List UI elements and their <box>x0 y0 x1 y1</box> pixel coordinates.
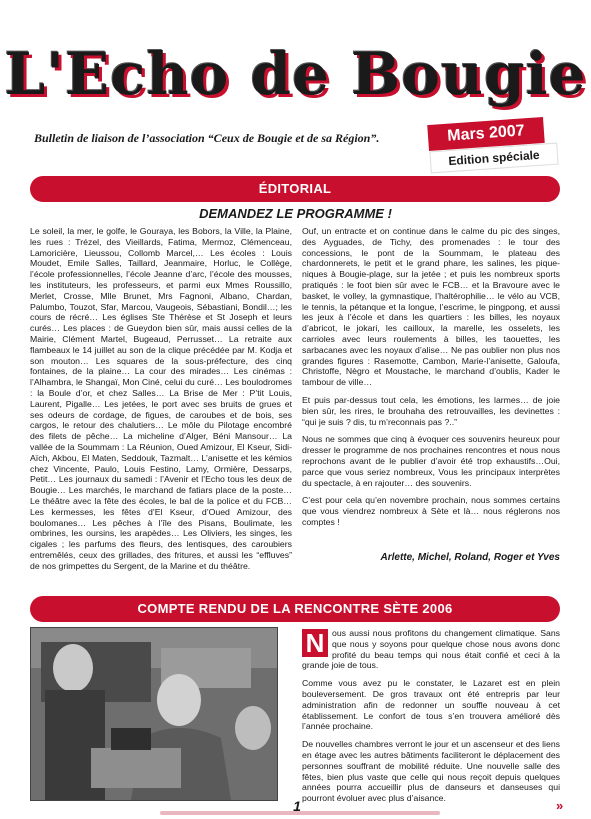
compte-rendu-article <box>302 628 560 811</box>
editorial-signature: Arlette, Michel, Roland, Roger et Yves <box>380 552 560 563</box>
editorial-paragraph: Le soleil, la mer, le golfe, le Gouraya, les Bobors, la Ville, la Plaine, les rues : Trézel, des Vieillards, Fatima, Mermoz, Clémenceau, Lamoricière, Lieussou, Collomb Marcel,… Les écoles : Louis Moudet, Emile Salles, Taillard, Jeanmaire, Horluc, le Collège, l’école professionnelles, l’école Jeanne d’arc, l’école des mousses, les instituteurs, les professeurs, et parmi eux Mmes Roussillo, Merlet, Crosse, Mlle Brunet, Mrs Fagnoni, Albano, Chardan, Palumbo, Touzot, Sfar, Marcou, Vaugeois, Sébastiani, Bondil…; les cours de récré… Les églises Ste Thérèse et St Joseph et leurs curés… Les places : de Gueydon bien sûr, mais aussi celles de la Mairie, Clément Martel, Bugeaud, Perrusset… La retraite aux flambeaux le 14 juillet au son de la clique précédée par M. Kodja et son mouton… Les squares de la sous-préfecture, des cinq fontaines, de la plaine… La cour des mirades… Les cinémas : l’Alhambra, le Shangaï, Mon Ciné, celui du curé… Les boulodromes : la Boule d’or, et chez Salles… La Brise de Mer : P’tit Louis, Laurent, Pigalle… Les jetées, le port avec ses bruits de grues et ses odeurs de cordage, de figues, de caroubes et de bois, ses cargos, le retour des chalutiers… Le môle du Pilotage encombré des filets de pêche… La micheline d’Alger, Béni Mansour… La vallée de la Soummam : La Réunion, Oued Amizour, El Kseur, Sidi-Aïch, Akbou, El Maten, Seddouk, Tazmalt… L’anisette et les kémios chez Vincente, Paulo, Louis Festino, Lamy, Ormière, Dessarps, Petit… Les journaux du samedi : l’Avenir et l’Echo tous les deux de Bougie… Les marchés, le marchand de fatiars place de la poste… Le théâtre avec la fête des écoles, le bal de la police et du FCB… Les kermesses, les fêtes d’El Kseur, d’Oued Amizour, des boulomanes… Les pêches à l’île des Pisans, Boulimate, les ombrines, les oursins, les arapèdes… Les Oliviers, les singes, les cigales ; les parfums des fleurs, des lentisques, des caroubiers entremêlés, ceux des grillades, des fritures, et aussi les “effluves” de nos grimpettes du Sergent, de la Marine et du théâtre. <box>30 226 292 571</box>
next-page-arrow-icon[interactable]: » <box>556 798 564 813</box>
page-number: 1 <box>293 798 301 814</box>
editorial-left-column <box>30 226 292 579</box>
event-photo-drawing <box>31 628 277 800</box>
editorial-banner: ÉDITORIAL <box>30 176 560 202</box>
article-paragraph <box>302 628 560 671</box>
editorial-paragraph: C’est pour cela qu’en novembre prochain, nous sommes certains que vous viendrez nombreux à Sète et là… nous réglerons nos comptes ! <box>302 495 560 527</box>
drop-cap: N <box>302 629 328 657</box>
article-paragraph-text: ous aussi nous profitons du changement climatique. Sans que nous y soyons pour quelque chose nous avons donc profité du beau temps qui nous était confié et ceci à la grande joie de tous. <box>302 628 560 671</box>
editorial-paragraph: Nous ne sommes que cinq à évoquer ces souvenirs heureux pour dresser le programme de nos prochaines rencontres et nous nous reprochons avant de le publier d’avoir été trop exhaustifs…Oui, parce que vous seriez nombreux, Vous les principaux interprètes du spectacle, à en rajouter… des souvenirs. <box>302 434 560 488</box>
article-paragraph: Comme vous avez pu le constater, le Lazaret est en plein bouleversement. De gros travaux ont été entrepris par leur administration afin de redonner un souffle nouveau à cet établissement. Le confort de tous s’en trouvera amélioré dès l’année prochaine. <box>302 678 560 732</box>
editorial-headline: DEMANDEZ LE PROGRAMME ! <box>199 206 392 221</box>
edition-label: Edition spéciale <box>429 143 558 174</box>
editorial-right-column <box>302 226 560 535</box>
article-paragraph: De nouvelles chambres verront le jour et un ascenseur et des liens en étage avec les autres bâtiments faciliteront le déplacement des personnes souffrant de mobilité réduite. Une nouvelle salle des fêtes, bien plus vaste que celle qui nous reçoit depuis quelques années pourra accueillir plus de danseurs et danseuses qui pourront évoluer avec plus d’aisance. <box>302 739 560 804</box>
compte-rendu-banner: COMPTE RENDU DE LA RENCONTRE SÈTE 2006 <box>30 596 560 622</box>
masthead <box>0 0 591 120</box>
editorial-paragraph: Ouf, un entracte et on continue dans le calme du pic des singes, des Ayguades, de Tichy, des promenades : le tour des concessions, le pont de la Soummam, le plateau des chardonnerets, le petit et le grand phare, les salines, les pique-niques à Bougie-plage, sur la jetée ; et puis les nombreux sports pratiqués : le foot bien sûr avec le FCB… et la Bravoure avec le basket, le volley, la gymnastique, l’haltérophilie… le vélo au VCB, le tennis, la pétanque et la longue, l’escrime, le pingpong, et aussi les jeux à l’école et dans les quartiers : les billes, les noyaux d’abricot, le jokari, les cailloux, la marelle, les osselets, les carrioles avec leurs roulements à billes, les taouettes, les sarbacanes avec les noyaux d’alise… Ne pas oublier non plus nos grandes figures : Rasemotte, Cambon, Marie-l’anisette, Galoufa, Christoffe, Nègro et Moustache, le marchand d’oublis, Kader le tambour de ville… <box>302 226 560 388</box>
newspaper-title: L'Echo de Bougie <box>4 40 587 108</box>
issue-date-badge: Mars 2007 <box>427 117 545 151</box>
event-photo <box>30 627 278 801</box>
subtitle: Bulletin de liaison de l’association “Ceux de Bougie et de sa Région”. <box>34 131 380 145</box>
editorial-paragraph: Et puis par-dessus tout cela, les émotions, les larmes… de joie bien sûr, les rires, le brouhaha des retrouvailles, les devinettes : “qui je suis ? dis, tu m’reconnais pas ?..” <box>302 394 560 427</box>
